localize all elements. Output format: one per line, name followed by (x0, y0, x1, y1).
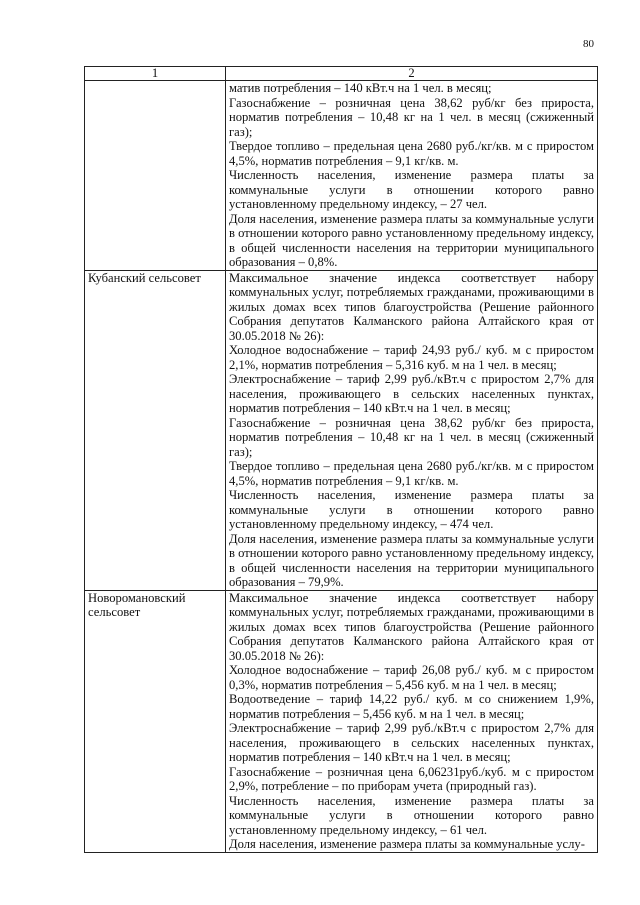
table-header-row (85, 67, 598, 81)
paragraph: Доля населения, изменение размера платы за коммунальные услуги в отношении которого равно установленному предельному индексу, в общей численности населения на территории муниципального образования – 79,9%. (229, 531, 594, 589)
paragraph: Численность населения, изменение размера платы за коммунальные услуги в отношении которого равно установленному предельному индексу, – 61 чел. (229, 793, 594, 837)
paragraph: Холодное водоснабжение – тариф 26,08 руб./ куб. м с приростом 0,3%, норматив потребления – 5,456 куб. м на 1 чел. в месяц; (229, 663, 594, 692)
paragraph: Максимальное значение индекса соответствует набору коммунальных услуг, потребляемых гражданами, проживающими в жилых домах всех типов благоустройства (Решение районного Собрания депутатов Калманского района Алтайского края от 30.05.2018 № 26): (229, 590, 594, 663)
paragraph: Доля населения, изменение размера платы за коммунальные услу- (229, 837, 585, 851)
paragraph: Электроснабжение – тариф 2,99 руб./кВт.ч с приростом 2,7% для населения, проживающего в сельских населенных пунктах, норматив потребления – 140 кВт.ч на 1 чел. в месяц; (229, 372, 594, 415)
page-number: 80 (583, 38, 594, 50)
municipality-table (84, 66, 598, 853)
paragraph: Газоснабжение – розничная цена 38,62 руб/кг без прироста, норматив потребления – 10,48 кг на 1 чел. в месяц (сжиженный газ); (229, 415, 594, 459)
table-row (85, 81, 598, 271)
paragraph: Газоснабжение – розничная цена 6,06231руб./куб. м с приростом 2,9%, потребление – по приборам учета (природный газ). (229, 764, 594, 793)
paragraph: Твердое топливо – предельная цена 2680 руб./кг/кв. м с приростом 4,5%, норматив потребления – 9,1 кг/кв. м. (229, 139, 594, 168)
municipality-cell: Кубанский сельсовет (85, 270, 226, 590)
paragraph: Водоотведение – тариф 14,22 руб./ куб. м со снижением 1,9%, норматив потребления – 5,456 куб. м на 1 чел. в месяц; (229, 692, 594, 721)
column-header-1: 1 (85, 67, 226, 81)
description-cell (226, 270, 598, 590)
municipality-cell: Новоромановский сельсовет (85, 590, 226, 852)
paragraph: Максимальное значение индекса соответствует набору коммунальных услуг, потребляемых гражданами, проживающими в жилых домах всех типов благоустройства (Решение районного Собрания депутатов Калманского района Алтайского края от 30.05.2018 № 26): (229, 270, 594, 343)
paragraph: Холодное водоснабжение – тариф 24,93 руб./ куб. м с приростом 2,1%, норматив потребления – 5,316 куб. м на 1 чел. в месяц; (229, 343, 594, 372)
paragraph: Газоснабжение – розничная цена 38,62 руб/кг без прироста, норматив потребления – 10,48 кг на 1 чел. в месяц (сжиженный газ); (229, 95, 594, 139)
paragraph: Твердое топливо – предельная цена 2680 руб./кг/кв. м с приростом 4,5%, норматив потребления – 9,1 кг/кв. м. (229, 459, 594, 488)
paragraph: Доля населения, изменение размера платы за коммунальные услуги в отношении которого равно установленному предельному индексу, в общей численности населения на территории муниципального образования – 0,8%. (229, 211, 594, 269)
municipality-cell (85, 81, 226, 271)
table-row (85, 270, 598, 590)
paragraph: матив потребления – 140 кВт.ч на 1 чел. в месяц; (229, 81, 492, 95)
table-row (85, 590, 598, 852)
paragraph: Электроснабжение – тариф 2,99 руб./кВт.ч с приростом 2,7% для населения, проживающего в сельских населенных пунктах, норматив потребления – 140 кВт.ч на 1 чел. в месяц; (229, 721, 594, 764)
column-header-2: 2 (226, 67, 598, 81)
paragraph: Численность населения, изменение размера платы за коммунальные услуги в отношении которого равно установленному предельному индексу, – 27 чел. (229, 168, 594, 211)
description-cell (226, 590, 598, 852)
description-cell (226, 81, 598, 271)
paragraph: Численность населения, изменение размера платы за коммунальные услуги в отношении которого равно установленному предельному индексу, – 474 чел. (229, 488, 594, 531)
